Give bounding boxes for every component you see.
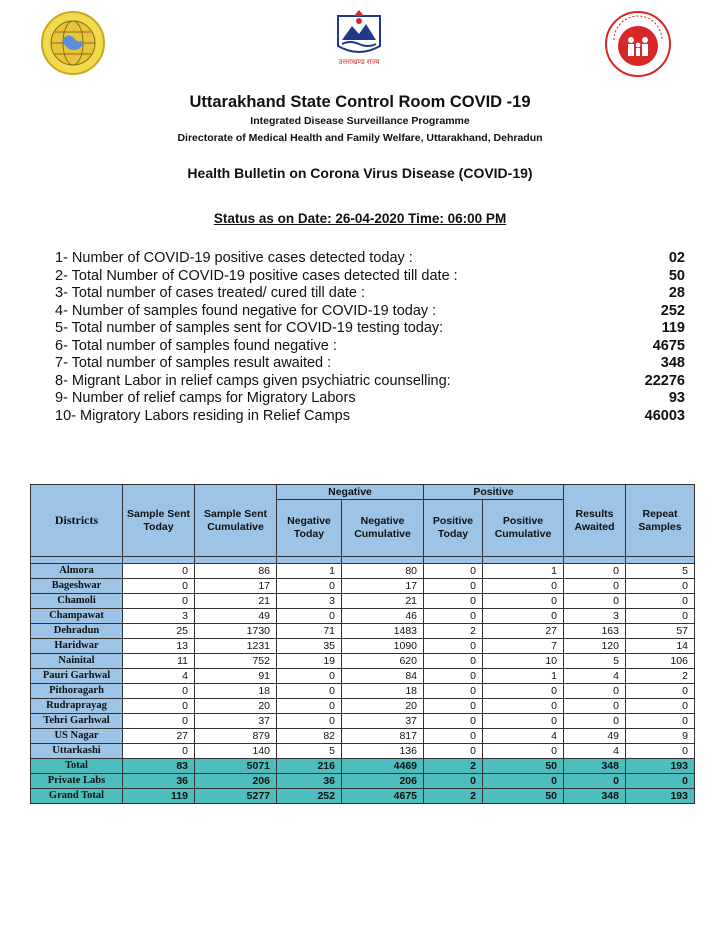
district-name-cell: Pauri Garhwal xyxy=(31,669,123,684)
value-cell: 3 xyxy=(564,609,626,624)
district-name-cell: Grand Total xyxy=(31,789,123,804)
value-cell: 106 xyxy=(626,654,695,669)
summary-item xyxy=(55,390,685,408)
value-cell: 0 xyxy=(277,579,342,594)
value-cell: 1090 xyxy=(342,639,424,654)
value-cell: 57 xyxy=(626,624,695,639)
summary-item xyxy=(55,338,685,356)
bulletin-heading: Health Bulletin on Corona Virus Disease (COVID-19) xyxy=(187,165,533,181)
summary-label: 3- Total number of cases treated/ cured till date : xyxy=(55,285,366,301)
total-row xyxy=(31,759,695,774)
value-cell: 0 xyxy=(424,609,483,624)
value-cell: 0 xyxy=(483,714,564,729)
value-cell: 0 xyxy=(123,579,195,594)
value-cell: 0 xyxy=(564,699,626,714)
value-cell: 140 xyxy=(195,744,277,759)
value-cell: 5277 xyxy=(195,789,277,804)
district-name-cell: Chamoli xyxy=(31,594,123,609)
value-cell: 0 xyxy=(424,654,483,669)
value-cell: 17 xyxy=(195,579,277,594)
value-cell: 84 xyxy=(342,669,424,684)
value-cell: 252 xyxy=(277,789,342,804)
national-health-mission-logo xyxy=(604,10,672,78)
district-name-cell: Pithoragarh xyxy=(31,684,123,699)
value-cell: 49 xyxy=(564,729,626,744)
value-cell: 0 xyxy=(483,699,564,714)
emblem-caption: उत्तराखण्ड राज्य xyxy=(338,58,380,66)
value-cell: 5 xyxy=(564,654,626,669)
district-name-cell: Private Labs xyxy=(31,774,123,789)
value-cell: 2 xyxy=(424,759,483,774)
district-name-cell: Almora xyxy=(31,564,123,579)
value-cell: 0 xyxy=(626,699,695,714)
table-row xyxy=(31,684,695,699)
summary-item xyxy=(55,285,685,303)
summary-label: 9- Number of relief camps for Migratory Labors xyxy=(55,390,356,406)
district-name-cell: Haridwar xyxy=(31,639,123,654)
value-cell: 18 xyxy=(342,684,424,699)
district-name-cell: Uttarkashi xyxy=(31,744,123,759)
value-cell: 83 xyxy=(123,759,195,774)
summary-item xyxy=(55,355,685,373)
value-cell: 193 xyxy=(626,759,695,774)
table-row xyxy=(31,564,695,579)
value-cell: 4469 xyxy=(342,759,424,774)
value-cell: 0 xyxy=(123,744,195,759)
summary-item xyxy=(55,303,685,321)
district-name-cell: Rudraprayag xyxy=(31,699,123,714)
value-cell: 5071 xyxy=(195,759,277,774)
value-cell: 0 xyxy=(564,774,626,789)
value-cell: 50 xyxy=(483,789,564,804)
value-cell: 1730 xyxy=(195,624,277,639)
district-table xyxy=(30,484,695,804)
summary-label: 6- Total number of samples found negative : xyxy=(55,337,337,354)
total-row xyxy=(31,774,695,789)
value-cell: 0 xyxy=(564,684,626,699)
idsp-globe-logo xyxy=(40,10,106,76)
value-cell: 163 xyxy=(564,624,626,639)
district-name-cell: Tehri Garhwal xyxy=(31,714,123,729)
value-cell: 0 xyxy=(424,579,483,594)
value-cell: 86 xyxy=(195,564,277,579)
value-cell: 0 xyxy=(483,609,564,624)
value-cell: 0 xyxy=(424,564,483,579)
table-row xyxy=(31,624,695,639)
summary-label: 8- Migrant Labor in relief camps given psychiatric counselling: xyxy=(55,372,451,389)
table-row xyxy=(31,594,695,609)
status-date: Status as on Date: 26-04-2020 Time: 06:00 PM xyxy=(213,211,507,226)
value-cell: 136 xyxy=(342,744,424,759)
table-row xyxy=(31,699,695,714)
header-spacer-row xyxy=(31,557,695,564)
value-cell: 9 xyxy=(626,729,695,744)
value-cell: 119 xyxy=(123,789,195,804)
page-title: Uttarakhand State Control Room COVID -19 xyxy=(189,93,531,111)
value-cell: 0 xyxy=(626,609,695,624)
value-cell: 0 xyxy=(424,774,483,789)
value-cell: 4 xyxy=(483,729,564,744)
value-cell: 0 xyxy=(424,744,483,759)
value-cell: 0 xyxy=(483,744,564,759)
value-cell: 2 xyxy=(626,669,695,684)
value-cell: 348 xyxy=(564,789,626,804)
summary-value: 02 xyxy=(668,250,685,266)
value-cell: 20 xyxy=(342,699,424,714)
summary-value: 119 xyxy=(661,320,685,336)
value-cell: 1 xyxy=(483,669,564,684)
value-cell: 0 xyxy=(424,714,483,729)
value-cell: 879 xyxy=(195,729,277,744)
value-cell: 20 xyxy=(195,699,277,714)
value-cell: 46 xyxy=(342,609,424,624)
value-cell: 120 xyxy=(564,639,626,654)
value-cell: 216 xyxy=(277,759,342,774)
value-cell: 0 xyxy=(277,669,342,684)
table-row xyxy=(31,579,695,594)
value-cell: 11 xyxy=(123,654,195,669)
col-header-sample-sent-cumulative: Sample Sent Cumulative xyxy=(195,485,277,557)
value-cell: 49 xyxy=(195,609,277,624)
summary-value: 252 xyxy=(660,302,685,319)
uttarakhand-state-emblem xyxy=(330,6,388,68)
summary-value: 28 xyxy=(668,285,685,301)
value-cell: 36 xyxy=(277,774,342,789)
summary-stats xyxy=(55,250,685,425)
value-cell: 0 xyxy=(564,714,626,729)
summary-value: 348 xyxy=(660,355,685,371)
directorate-subtitle: Directorate of Medical Health and Family Welfare, Uttarakhand, Dehradun xyxy=(177,132,543,144)
district-name-cell: Bageshwar xyxy=(31,579,123,594)
district-table-container xyxy=(30,484,694,804)
summary-label: 10- Migratory Labors residing in Relief Camps xyxy=(55,407,350,424)
district-name-cell: Dehradun xyxy=(31,624,123,639)
col-header-districts: Districts xyxy=(31,485,123,557)
summary-value: 93 xyxy=(668,390,685,406)
summary-label: 4- Number of samples found negative for COVID-19 today : xyxy=(55,302,437,319)
value-cell: 4 xyxy=(564,744,626,759)
summary-label: 7- Total number of samples result awaited : xyxy=(55,355,332,371)
value-cell: 3 xyxy=(277,594,342,609)
value-cell: 80 xyxy=(342,564,424,579)
group-header-negative: Negative xyxy=(277,485,424,500)
value-cell: 0 xyxy=(123,699,195,714)
summary-item xyxy=(55,268,685,286)
summary-label: 1- Number of COVID-19 positive cases detected today : xyxy=(55,250,413,266)
value-cell: 0 xyxy=(123,684,195,699)
value-cell: 1231 xyxy=(195,639,277,654)
value-cell: 0 xyxy=(564,594,626,609)
value-cell: 71 xyxy=(277,624,342,639)
value-cell: 817 xyxy=(342,729,424,744)
table-row xyxy=(31,654,695,669)
value-cell: 37 xyxy=(342,714,424,729)
value-cell: 0 xyxy=(626,774,695,789)
summary-value: 50 xyxy=(668,267,685,284)
value-cell: 36 xyxy=(123,774,195,789)
group-header-positive: Positive xyxy=(424,485,564,500)
value-cell: 18 xyxy=(195,684,277,699)
value-cell: 0 xyxy=(483,684,564,699)
total-row xyxy=(31,789,695,804)
value-cell: 752 xyxy=(195,654,277,669)
value-cell: 21 xyxy=(195,594,277,609)
summary-item xyxy=(55,250,685,268)
value-cell: 35 xyxy=(277,639,342,654)
value-cell: 0 xyxy=(564,564,626,579)
col-header-negative-today: Negative Today xyxy=(277,500,342,557)
summary-item xyxy=(55,408,685,426)
value-cell: 0 xyxy=(123,714,195,729)
value-cell: 4675 xyxy=(342,789,424,804)
value-cell: 0 xyxy=(626,594,695,609)
summary-label: 2- Total Number of COVID-19 positive cases detected till date : xyxy=(55,267,458,284)
table-row xyxy=(31,729,695,744)
value-cell: 206 xyxy=(195,774,277,789)
value-cell: 14 xyxy=(626,639,695,654)
value-cell: 2 xyxy=(424,789,483,804)
value-cell: 620 xyxy=(342,654,424,669)
value-cell: 25 xyxy=(123,624,195,639)
programme-subtitle: Integrated Disease Surveillance Programme xyxy=(250,115,470,127)
table-row xyxy=(31,669,695,684)
value-cell: 3 xyxy=(123,609,195,624)
value-cell: 1 xyxy=(277,564,342,579)
value-cell: 0 xyxy=(424,594,483,609)
value-cell: 0 xyxy=(626,744,695,759)
summary-item xyxy=(55,320,685,338)
value-cell: 0 xyxy=(277,714,342,729)
value-cell: 0 xyxy=(483,594,564,609)
table-row xyxy=(31,609,695,624)
value-cell: 0 xyxy=(483,579,564,594)
district-name-cell: Nainital xyxy=(31,654,123,669)
value-cell: 10 xyxy=(483,654,564,669)
district-name-cell: Total xyxy=(31,759,123,774)
value-cell: 0 xyxy=(564,579,626,594)
value-cell: 27 xyxy=(123,729,195,744)
value-cell: 5 xyxy=(626,564,695,579)
value-cell: 0 xyxy=(277,684,342,699)
col-header-repeat-samples: Repeat Samples xyxy=(626,485,695,557)
table-row xyxy=(31,714,695,729)
value-cell: 0 xyxy=(483,774,564,789)
value-cell: 37 xyxy=(195,714,277,729)
summary-value: 4675 xyxy=(652,337,685,354)
table-row xyxy=(31,744,695,759)
value-cell: 0 xyxy=(626,684,695,699)
value-cell: 17 xyxy=(342,579,424,594)
value-cell: 0 xyxy=(424,684,483,699)
value-cell: 0 xyxy=(123,564,195,579)
value-cell: 7 xyxy=(483,639,564,654)
value-cell: 348 xyxy=(564,759,626,774)
col-header-negative-cumulative: Negative Cumulative xyxy=(342,500,424,557)
value-cell: 1 xyxy=(483,564,564,579)
value-cell: 4 xyxy=(564,669,626,684)
value-cell: 206 xyxy=(342,774,424,789)
value-cell: 2 xyxy=(424,624,483,639)
value-cell: 5 xyxy=(277,744,342,759)
value-cell: 91 xyxy=(195,669,277,684)
summary-value: 22276 xyxy=(644,372,685,389)
value-cell: 0 xyxy=(277,609,342,624)
district-name-cell: Champawat xyxy=(31,609,123,624)
table-row xyxy=(31,639,695,654)
value-cell: 21 xyxy=(342,594,424,609)
value-cell: 0 xyxy=(626,579,695,594)
district-name-cell: US Nagar xyxy=(31,729,123,744)
summary-value: 46003 xyxy=(644,407,685,424)
value-cell: 0 xyxy=(424,729,483,744)
value-cell: 27 xyxy=(483,624,564,639)
value-cell: 0 xyxy=(424,699,483,714)
value-cell: 0 xyxy=(424,669,483,684)
value-cell: 0 xyxy=(277,699,342,714)
value-cell: 13 xyxy=(123,639,195,654)
col-header-sample-sent-today: Sample Sent Today xyxy=(123,485,195,557)
col-header-positive-cumulative: Positive Cumulative xyxy=(483,500,564,557)
value-cell: 193 xyxy=(626,789,695,804)
value-cell: 4 xyxy=(123,669,195,684)
col-header-results-awaited: Results Awaited xyxy=(564,485,626,557)
value-cell: 50 xyxy=(483,759,564,774)
value-cell: 0 xyxy=(424,639,483,654)
value-cell: 1483 xyxy=(342,624,424,639)
value-cell: 19 xyxy=(277,654,342,669)
col-header-positive-today: Positive Today xyxy=(424,500,483,557)
district-table-body xyxy=(31,564,695,804)
value-cell: 82 xyxy=(277,729,342,744)
summary-item xyxy=(55,373,685,391)
value-cell: 0 xyxy=(626,714,695,729)
summary-label: 5- Total number of samples sent for COVID-19 testing today: xyxy=(55,320,444,336)
value-cell: 0 xyxy=(123,594,195,609)
